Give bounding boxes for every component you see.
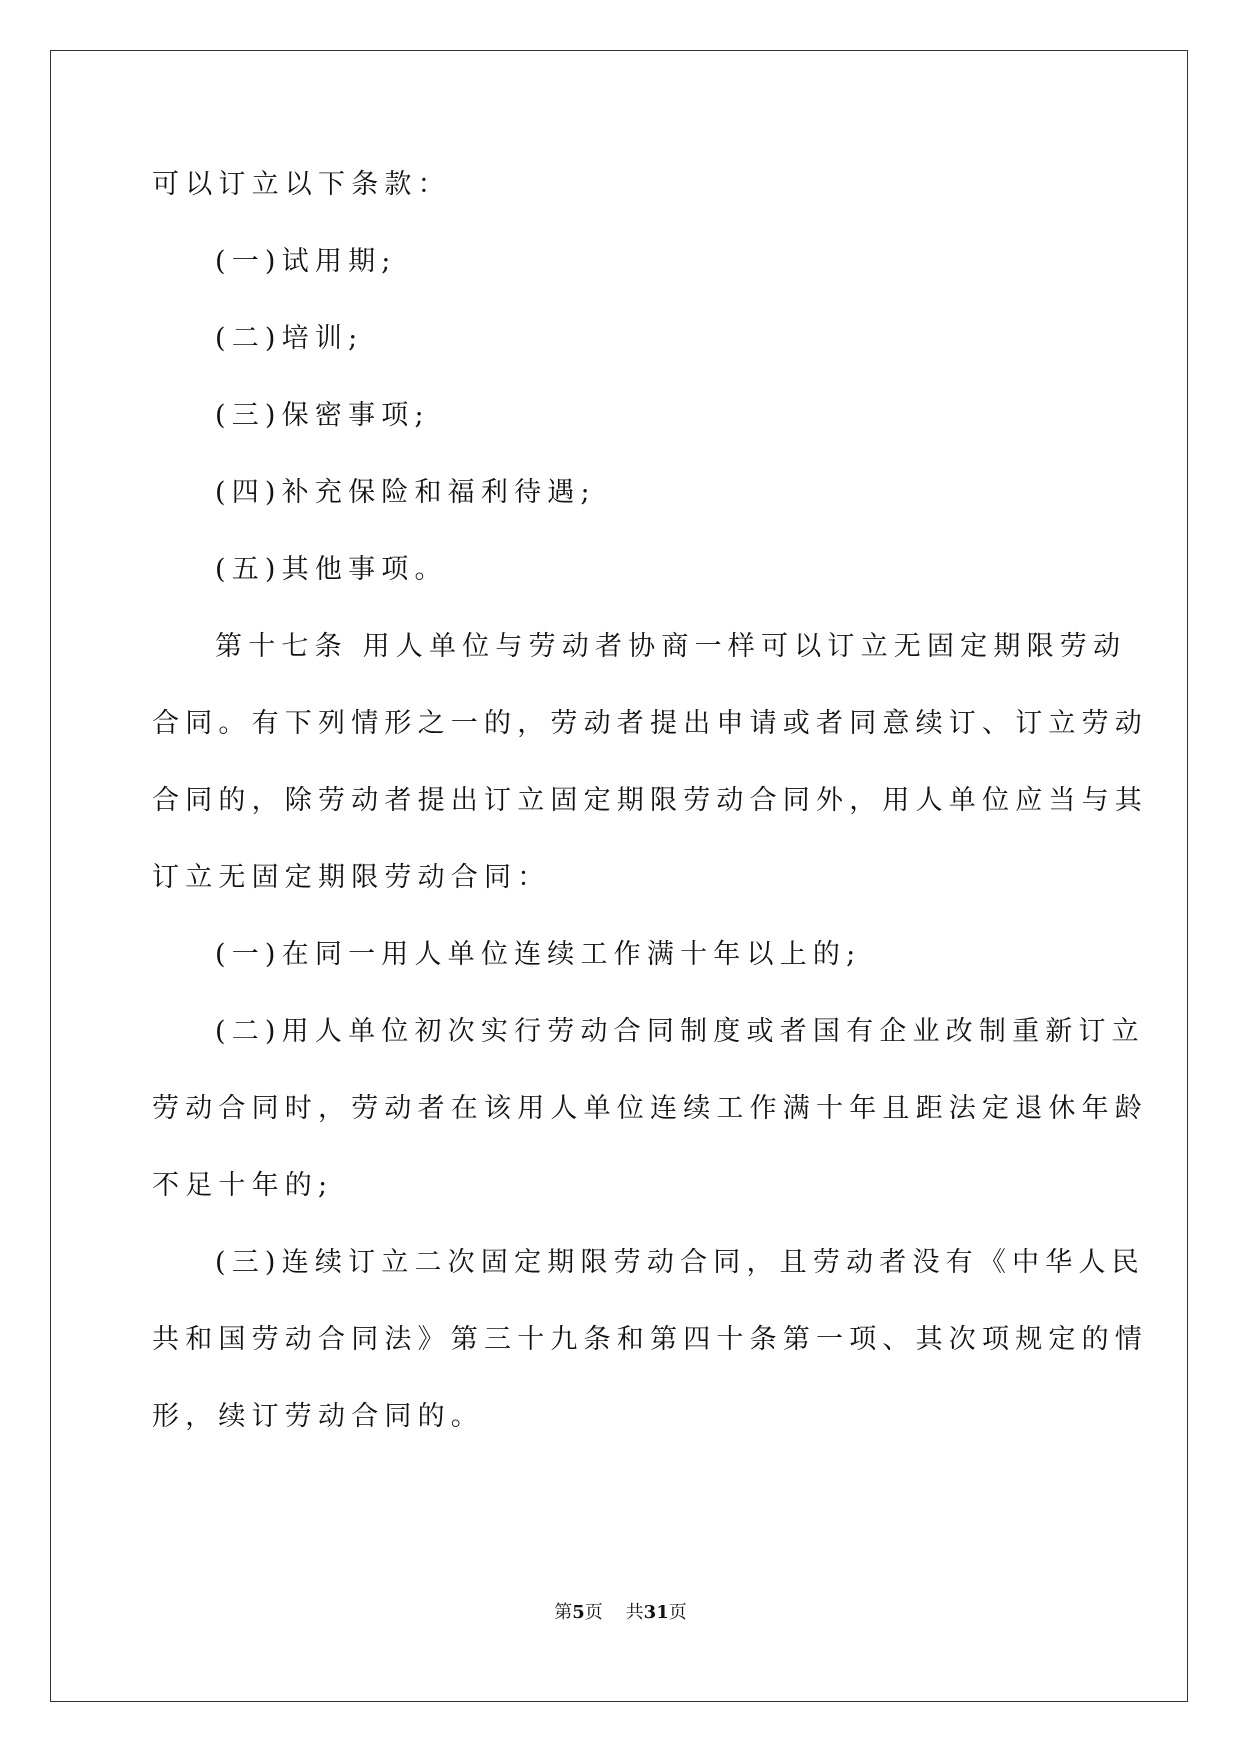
paragraph-line: 劳动合同时，劳动者在该用人单位连续工作满十年且距法定退休年龄 <box>152 1093 1148 1124</box>
list-item-training: (二)培训; <box>215 323 364 354</box>
footer-prefix: 第 <box>554 1602 573 1623</box>
list-item-two-contracts: (三)连续订立二次固定期限劳动合同，且劳动者没有《中华人民 <box>215 1247 1145 1278</box>
paragraph-line: 合同的，除劳动者提出订立固定期限劳动合同外，用人单位应当与其 <box>152 785 1148 816</box>
paragraph-line: 不足十年的; <box>152 1170 334 1201</box>
paragraph-line: 合同。有下列情形之一的，劳动者提出申请或者同意续订、订立劳动 <box>152 708 1148 739</box>
article-17-heading-line: 第十七条 用人单位与劳动者协商一样可以订立无固定期限劳动 <box>215 631 1127 662</box>
list-item-ten-years: (一)在同一用人单位连续工作满十年以上的; <box>215 939 862 970</box>
paragraph-line: 形，续订劳动合同的。 <box>152 1401 484 1432</box>
total-pages: 31 <box>643 1602 669 1623</box>
list-item-probation: (一)试用期; <box>215 246 397 277</box>
footer-total-unit: 页 <box>668 1602 687 1623</box>
list-item-first-implementation: (二)用人单位初次实行劳动合同制度或者国有企业改制重新订立 <box>215 1016 1145 1047</box>
page-number: 5 <box>572 1602 585 1623</box>
footer-total-prefix: 共 <box>625 1602 644 1623</box>
list-item-insurance: (四)补充保险和福利待遇; <box>215 477 596 508</box>
page-footer <box>0 1598 1241 1624</box>
paragraph-line: 共和国劳动合同法》第三十九条和第四十条第一项、其次项规定的情 <box>152 1324 1148 1355</box>
list-item-other: (五)其他事项。 <box>215 554 448 585</box>
list-item-confidentiality: (三)保密事项; <box>215 400 430 431</box>
paragraph-line: 可以订立以下条款： <box>152 169 451 200</box>
paragraph-line: 订立无固定期限劳动合同： <box>152 862 551 893</box>
footer-page-unit: 页 <box>584 1602 603 1623</box>
